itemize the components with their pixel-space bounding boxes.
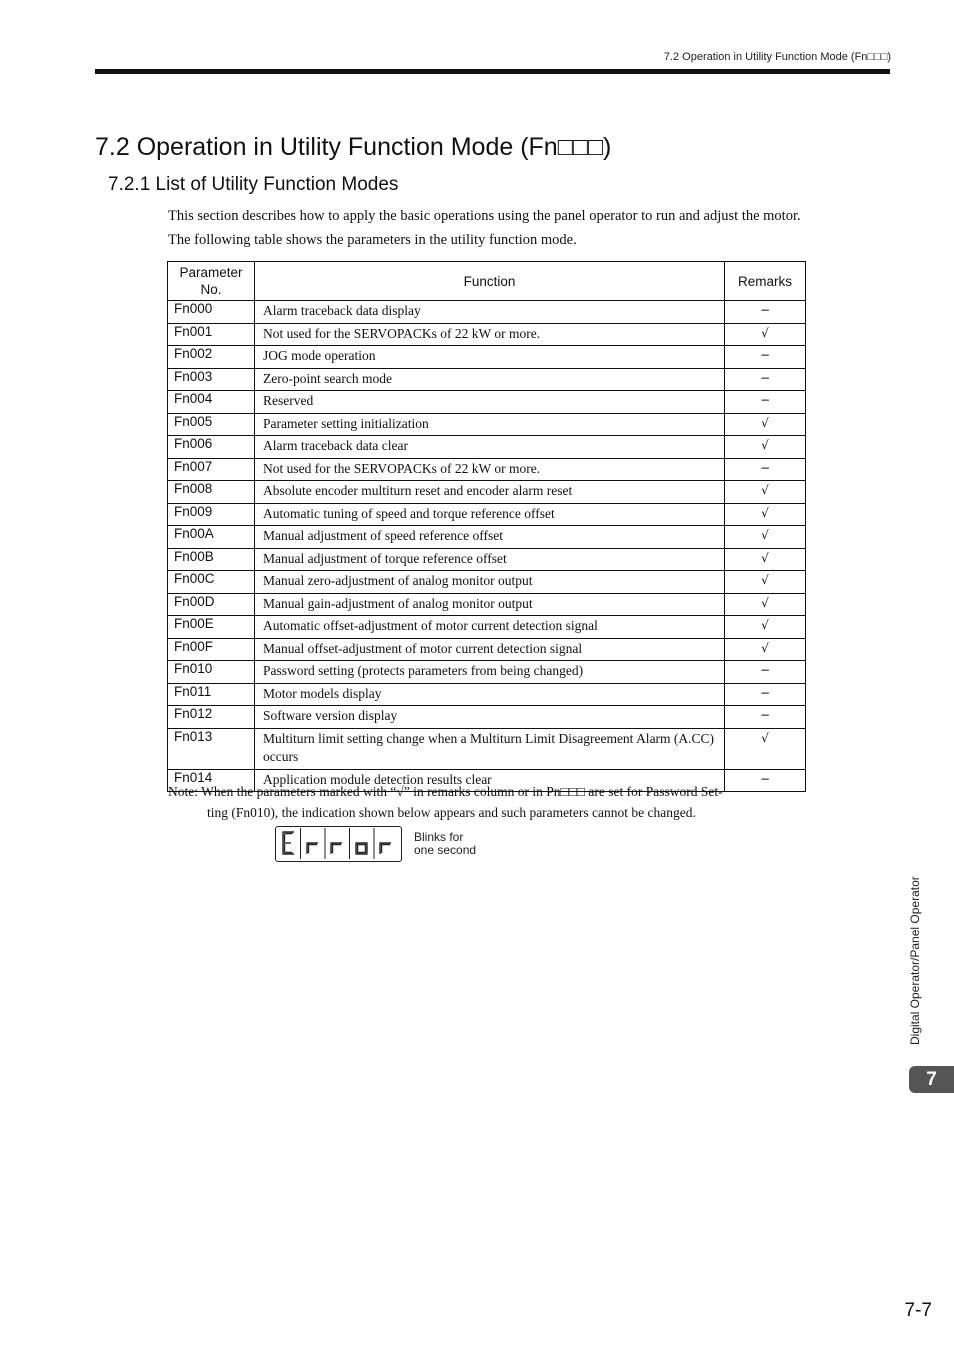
- column-header-function: Function: [255, 262, 725, 301]
- chapter-side-label: Digital Operator/Panel Operator: [908, 876, 922, 1045]
- function-cell: Alarm traceback data display: [255, 301, 725, 324]
- table-row: [168, 526, 806, 549]
- remarks-cell: −: [725, 769, 806, 792]
- remarks-cell: √: [725, 323, 806, 346]
- table-row: [168, 368, 806, 391]
- remarks-cell: −: [725, 683, 806, 706]
- table-row: [168, 391, 806, 414]
- parameter-no-cell: Fn011: [168, 683, 255, 706]
- function-cell: Automatic offset-adjustment of motor current detection signal: [255, 616, 725, 639]
- parameter-no-cell: Fn001: [168, 323, 255, 346]
- remarks-cell: √: [725, 526, 806, 549]
- remarks-cell: √: [725, 481, 806, 504]
- utility-function-table: [167, 261, 806, 792]
- parameter-no-cell: Fn014: [168, 769, 255, 792]
- function-cell: Motor models display: [255, 683, 725, 706]
- remarks-cell: √: [725, 593, 806, 616]
- remarks-cell: √: [725, 638, 806, 661]
- table-row: [168, 593, 806, 616]
- table-row: [168, 638, 806, 661]
- function-cell: Manual offset-adjustment of motor current detection signal: [255, 638, 725, 661]
- function-cell: Manual gain-adjustment of analog monitor output: [255, 593, 725, 616]
- remarks-cell: −: [725, 346, 806, 369]
- parameter-no-cell: Fn00E: [168, 616, 255, 639]
- remarks-cell: √: [725, 571, 806, 594]
- parameter-no-cell: Fn009: [168, 503, 255, 526]
- intro-paragraph-line-2: The following table shows the parameters in the utility function mode.: [168, 232, 577, 248]
- parameter-no-cell: Fn006: [168, 436, 255, 459]
- parameter-no-cell: Fn002: [168, 346, 255, 369]
- remarks-cell: −: [725, 458, 806, 481]
- remarks-cell: −: [725, 368, 806, 391]
- table-header-row: [168, 262, 806, 301]
- table-row: [168, 436, 806, 459]
- subsection-title: 7.2.1 List of Utility Function Modes: [108, 174, 399, 195]
- parameter-no-cell: Fn004: [168, 391, 255, 414]
- parameter-no-cell: Fn00B: [168, 548, 255, 571]
- intro-paragraph-line-1: This section describes how to apply the basic operations using the panel operator to run and adjust the motor.: [168, 208, 801, 224]
- table-row: [168, 481, 806, 504]
- note-line-2: ting (Fn010), the indication shown below appears and such parameters cannot be changed.: [207, 805, 696, 820]
- parameter-no-cell: Fn00C: [168, 571, 255, 594]
- function-cell: Multiturn limit setting change when a Multiturn Limit Disagreement Alarm (A.CC) occurs: [255, 728, 725, 769]
- column-header-remarks: Remarks: [725, 262, 806, 301]
- parameter-no-cell: Fn00D: [168, 593, 255, 616]
- chapter-tab: 7: [909, 1066, 954, 1093]
- page-number: 7-7: [904, 1300, 932, 1321]
- table-row: [168, 571, 806, 594]
- table-row: [168, 683, 806, 706]
- function-cell: Automatic tuning of speed and torque reference offset: [255, 503, 725, 526]
- remarks-cell: √: [725, 413, 806, 436]
- section-title: 7.2 Operation in Utility Function Mode (Fn□□□): [95, 133, 612, 161]
- remarks-cell: √: [725, 616, 806, 639]
- error-display-segments: [276, 827, 400, 860]
- remarks-cell: √: [725, 548, 806, 571]
- table-row: [168, 323, 806, 346]
- function-cell: JOG mode operation: [255, 346, 725, 369]
- function-cell: Manual adjustment of speed reference offset: [255, 526, 725, 549]
- parameter-no-cell: Fn008: [168, 481, 255, 504]
- parameter-no-cell: Fn005: [168, 413, 255, 436]
- remarks-cell: −: [725, 301, 806, 324]
- note-line-1: Note: When the parameters marked with “√” in remarks column or in Pn□□□ are set for Password Set-: [168, 784, 723, 799]
- table-row: [168, 616, 806, 639]
- remarks-cell: √: [725, 436, 806, 459]
- blink-note: [414, 831, 476, 857]
- table-row: [168, 413, 806, 436]
- function-cell: Software version display: [255, 706, 725, 729]
- parameter-no-cell: Fn013: [168, 728, 255, 769]
- function-cell: Alarm traceback data clear: [255, 436, 725, 459]
- column-header-parameter-no: Parameter No.: [168, 262, 255, 301]
- remarks-cell: −: [725, 706, 806, 729]
- table-row: [168, 661, 806, 684]
- table-row: [168, 503, 806, 526]
- parameter-no-cell: Fn00F: [168, 638, 255, 661]
- function-cell: Application module detection results clear: [255, 769, 725, 792]
- note: [168, 781, 788, 823]
- remarks-cell: −: [725, 661, 806, 684]
- blink-note-line-2: one second: [414, 843, 477, 857]
- header-rule: [95, 69, 890, 74]
- function-cell: Parameter setting initialization: [255, 413, 725, 436]
- table-row: [168, 548, 806, 571]
- table-body: [168, 301, 806, 792]
- function-cell: Reserved: [255, 391, 725, 414]
- table-row: [168, 728, 806, 769]
- function-cell: Not used for the SERVOPACKs of 22 kW or more.: [255, 323, 725, 346]
- parameter-no-cell: Fn010: [168, 661, 255, 684]
- seven-segment-error-display: [275, 826, 402, 862]
- blink-note-line-1: Blinks for: [414, 830, 464, 844]
- parameter-no-cell: Fn00A: [168, 526, 255, 549]
- parameter-no-cell: Fn012: [168, 706, 255, 729]
- table-row: [168, 301, 806, 324]
- table-row: [168, 346, 806, 369]
- function-cell: Absolute encoder multiturn reset and encoder alarm reset: [255, 481, 725, 504]
- table-row: [168, 706, 806, 729]
- remarks-cell: −: [725, 391, 806, 414]
- parameter-no-cell: Fn000: [168, 301, 255, 324]
- remarks-cell: √: [725, 503, 806, 526]
- function-cell: Zero-point search mode: [255, 368, 725, 391]
- table-row: [168, 458, 806, 481]
- remarks-cell: √: [725, 728, 806, 769]
- parameter-no-cell: Fn007: [168, 458, 255, 481]
- function-cell: Manual zero-adjustment of analog monitor output: [255, 571, 725, 594]
- function-cell: Not used for the SERVOPACKs of 22 kW or more.: [255, 458, 725, 481]
- running-header: 7.2 Operation in Utility Function Mode (Fn□□□): [663, 51, 891, 63]
- function-cell: Manual adjustment of torque reference offset: [255, 548, 725, 571]
- function-cell: Password setting (protects parameters from being changed): [255, 661, 725, 684]
- parameter-no-cell: Fn003: [168, 368, 255, 391]
